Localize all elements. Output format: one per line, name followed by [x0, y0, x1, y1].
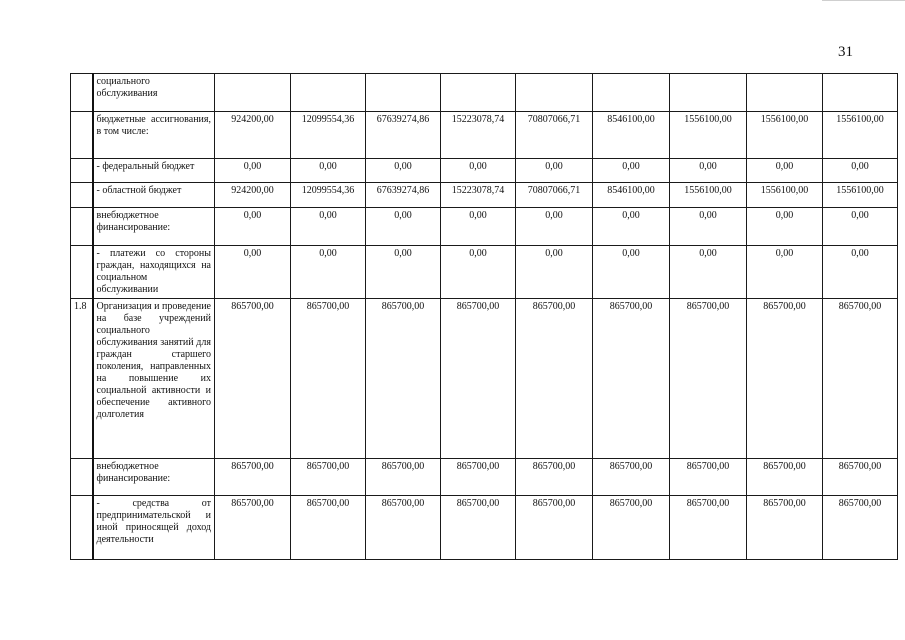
value-cell: 0,00 — [215, 159, 291, 183]
row-index-cell — [71, 159, 93, 183]
value-cell: 0,00 — [516, 246, 593, 299]
value-cell: 0,00 — [366, 208, 441, 246]
value-cell: 1556100,00 — [747, 112, 823, 159]
value-cell — [291, 74, 366, 112]
value-cell: 865700,00 — [366, 459, 441, 496]
value-cell: 1556100,00 — [823, 183, 898, 208]
value-cell — [747, 74, 823, 112]
value-cell: 865700,00 — [215, 459, 291, 496]
value-cell: 865700,00 — [516, 496, 593, 560]
value-cell: 865700,00 — [670, 459, 747, 496]
value-cell: 0,00 — [366, 246, 441, 299]
value-cell: 0,00 — [593, 159, 670, 183]
value-cell: 8546100,00 — [593, 112, 670, 159]
value-cell: 15223078,74 — [441, 183, 516, 208]
value-cell: 8546100,00 — [593, 183, 670, 208]
value-cell — [593, 74, 670, 112]
value-cell: 865700,00 — [593, 459, 670, 496]
value-cell: 0,00 — [593, 246, 670, 299]
table-row — [71, 459, 898, 496]
row-description-cell: бюджетные ассигнования, в том числе: — [93, 112, 215, 159]
value-cell: 67639274,86 — [366, 112, 441, 159]
row-index-cell — [71, 112, 93, 159]
value-cell: 0,00 — [823, 159, 898, 183]
value-cell: 67639274,86 — [366, 183, 441, 208]
value-cell: 865700,00 — [366, 299, 441, 459]
value-cell: 0,00 — [441, 208, 516, 246]
value-cell: 865700,00 — [747, 299, 823, 459]
value-cell: 0,00 — [516, 159, 593, 183]
value-cell — [366, 74, 441, 112]
value-cell — [516, 74, 593, 112]
row-index-cell — [71, 496, 93, 560]
value-cell: 0,00 — [441, 246, 516, 299]
value-cell: 1556100,00 — [747, 183, 823, 208]
row-description-cell: - средства от предпринимательской и иной приносящей доход деятельности — [93, 496, 215, 560]
value-cell: 865700,00 — [441, 299, 516, 459]
row-index-cell — [71, 183, 93, 208]
value-cell: 865700,00 — [516, 459, 593, 496]
value-cell: 865700,00 — [823, 459, 898, 496]
row-description-cell: Организация и проведение на базе учреждений социального обслуживания занятий для граждан старшего поколения, направленных на повышение их социальной активности и обеспечение активного долголетия — [93, 299, 215, 459]
row-index-cell — [71, 74, 93, 112]
row-index-cell — [71, 208, 93, 246]
value-cell: 865700,00 — [670, 496, 747, 560]
table-row — [71, 246, 898, 299]
value-cell: 865700,00 — [823, 496, 898, 560]
value-cell: 1556100,00 — [670, 183, 747, 208]
value-cell: 0,00 — [670, 246, 747, 299]
value-cell — [823, 74, 898, 112]
value-cell: 0,00 — [823, 208, 898, 246]
table-row — [71, 183, 898, 208]
value-cell: 865700,00 — [441, 459, 516, 496]
value-cell: 12099554,36 — [291, 183, 366, 208]
value-cell: 0,00 — [366, 159, 441, 183]
value-cell: 70807066,71 — [516, 112, 593, 159]
value-cell: 0,00 — [291, 246, 366, 299]
table-row — [71, 496, 898, 560]
row-description-cell: внебюджетное финансирование: — [93, 459, 215, 496]
value-cell: 1556100,00 — [670, 112, 747, 159]
value-cell: 0,00 — [215, 246, 291, 299]
value-cell: 865700,00 — [593, 496, 670, 560]
value-cell: 0,00 — [747, 159, 823, 183]
table-row — [71, 112, 898, 159]
value-cell: 0,00 — [747, 208, 823, 246]
row-index-cell — [71, 459, 93, 496]
scan-edge-line — [822, 0, 905, 1]
value-cell: 0,00 — [291, 159, 366, 183]
value-cell: 1556100,00 — [823, 112, 898, 159]
value-cell: 0,00 — [670, 208, 747, 246]
table-row — [71, 208, 898, 246]
value-cell: 15223078,74 — [441, 112, 516, 159]
value-cell: 70807066,71 — [516, 183, 593, 208]
row-description-cell: внебюджетное финансирование: — [93, 208, 215, 246]
row-description-cell: - областной бюджет — [93, 183, 215, 208]
row-description-cell: - платежи со стороны граждан, находящихся на социальном обслуживании — [93, 246, 215, 299]
value-cell: 865700,00 — [670, 299, 747, 459]
page-number: 31 — [838, 44, 853, 60]
table-row — [71, 159, 898, 183]
value-cell: 865700,00 — [747, 459, 823, 496]
value-cell: 924200,00 — [215, 112, 291, 159]
value-cell: 865700,00 — [366, 496, 441, 560]
value-cell: 0,00 — [747, 246, 823, 299]
value-cell: 865700,00 — [747, 496, 823, 560]
value-cell: 12099554,36 — [291, 112, 366, 159]
value-cell: 865700,00 — [516, 299, 593, 459]
value-cell: 0,00 — [291, 208, 366, 246]
row-index-cell — [71, 246, 93, 299]
row-description-cell: социального обслуживания — [93, 74, 215, 112]
value-cell — [670, 74, 747, 112]
value-cell: 865700,00 — [291, 459, 366, 496]
row-description-cell: - федеральный бюджет — [93, 159, 215, 183]
value-cell — [215, 74, 291, 112]
value-cell: 0,00 — [670, 159, 747, 183]
value-cell: 865700,00 — [823, 299, 898, 459]
budget-table — [70, 73, 898, 560]
row-index-cell: 1.8 — [71, 299, 93, 459]
value-cell: 0,00 — [823, 246, 898, 299]
value-cell: 865700,00 — [291, 299, 366, 459]
value-cell: 0,00 — [593, 208, 670, 246]
value-cell: 865700,00 — [215, 496, 291, 560]
table-row — [71, 299, 898, 459]
table-row — [71, 74, 898, 112]
value-cell: 865700,00 — [441, 496, 516, 560]
value-cell: 924200,00 — [215, 183, 291, 208]
value-cell: 0,00 — [215, 208, 291, 246]
value-cell — [441, 74, 516, 112]
value-cell: 0,00 — [441, 159, 516, 183]
value-cell: 865700,00 — [215, 299, 291, 459]
value-cell: 865700,00 — [593, 299, 670, 459]
value-cell: 865700,00 — [291, 496, 366, 560]
value-cell: 0,00 — [516, 208, 593, 246]
